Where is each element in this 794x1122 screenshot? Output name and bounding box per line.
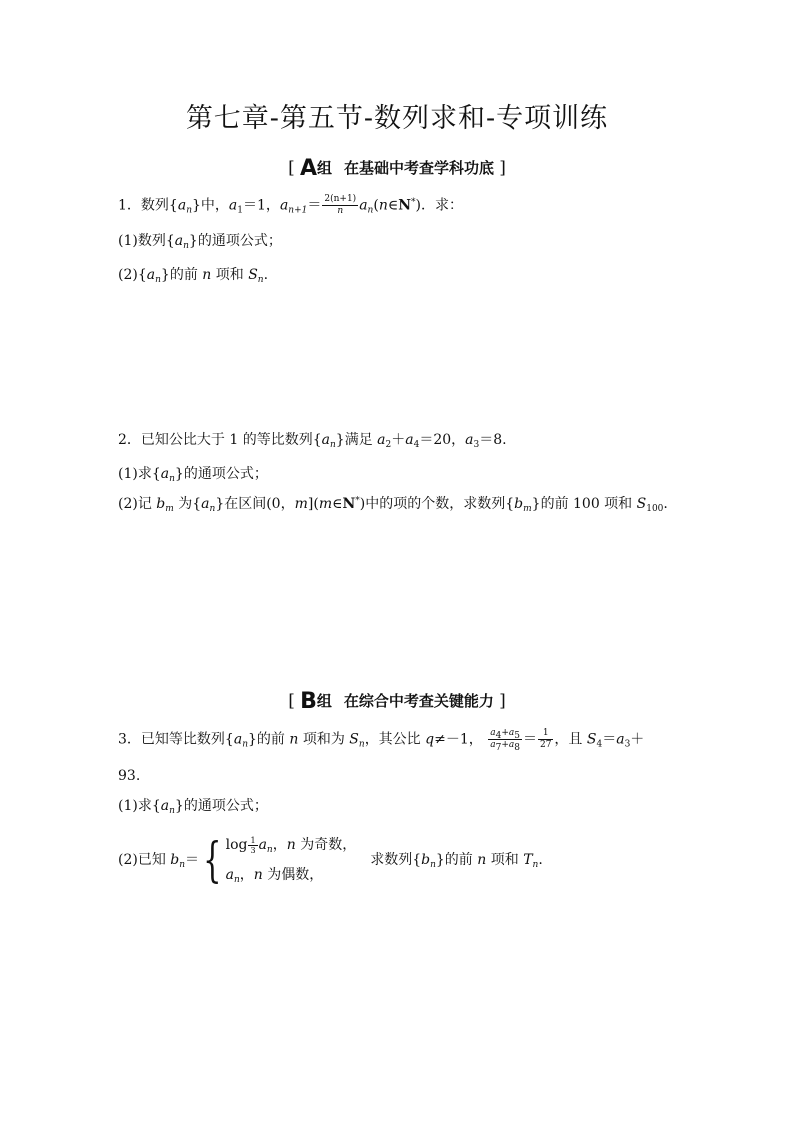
- section-header-a: [ A组 在基础中考查学科功底 ]: [288, 156, 506, 181]
- question-2-stem: 2．已知公比大于 1 的等比数列$\{a_n\}$满足 $a_2+a_4=20$，$a_3=8$.: [118, 432, 507, 450]
- fraction: $\frac{2(n+1)}{n}$: [324, 194, 357, 216]
- fraction: $\frac{1}{27}$: [539, 728, 552, 750]
- question-3-stem-continued: 93.: [118, 768, 141, 784]
- question-1-part-1: (1)数列$\{a_n\}$的通项公式；: [118, 233, 282, 251]
- question-3-stem: 3．已知等比数列$\{a_n\}$的前 n 项和为 $S_n$，其公比 q≠－1， $\frac{a_4+a_5}{a_7+a_8}$ ＝ $\frac{1}{27}$ ，且 $S_4=a_3+$: [118, 728, 645, 753]
- brace-symbol: {: [203, 832, 222, 888]
- question-1-part-2: $(2)\{a_n\}$的前 n 项和 $S_n$.: [118, 267, 269, 285]
- question-3-part-1: (1)求$\{a_n\}$的通项公式；: [118, 798, 268, 816]
- section-header-b: [ B组 在综合中考查关键能力 ]: [288, 689, 506, 714]
- fraction: $\frac{a_4+a_5}{a_7+a_8}$: [490, 728, 520, 753]
- question-3-part-2: (2)已知 $b_n=${ log $\frac{1}{3}$ $a_n$，n 为奇数， $a_n$，n 为偶数， 求数列$\{b_n\}$的前 n 项和 $T_n$.: [118, 832, 543, 888]
- page-title: 第七章-第五节-数列求和-专项训练: [185, 103, 609, 134]
- piecewise-cases: log $\frac{1}{3}$ $a_n$，n 为奇数， $a_n$，n 为偶数，: [225, 835, 357, 885]
- question-2-part-2: (2)记 $b_m$ 为$\{a_n\}$在区间(0，m](m∈N*)中的项的个数，求数列$\{b_m\}$的前 100 项和 $S_{100}$.: [118, 496, 668, 514]
- question-1-stem: 1．数列$\{a_n\}$中，$a_1=1$，$a_{n+1}=$ $\frac{2(n+1)}{n}$ $a_n(n\in N^*)$．求：: [118, 194, 463, 216]
- question-2-part-1: (1)求$\{a_n\}$的通项公式；: [118, 466, 268, 484]
